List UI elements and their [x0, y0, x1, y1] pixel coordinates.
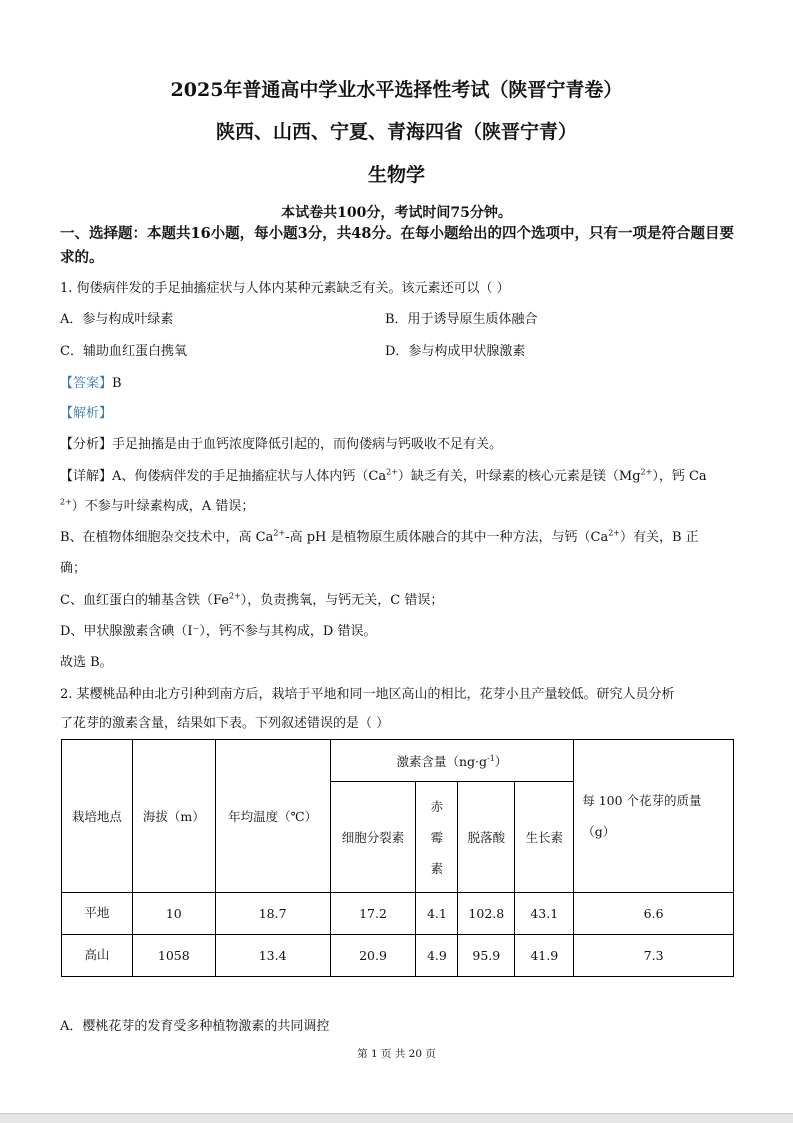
q1-option-c: C．辅助血红蛋白携氧	[60, 344, 187, 359]
q2-option-a: A．樱桃花芽的发育受多种植物激素的共同调控	[60, 1019, 330, 1034]
q1-detail-d: D、甲状腺激素含碘（I⁻），钙不参与其构成，D 错误。	[60, 624, 377, 639]
q1-option-d: D．参与构成甲状腺激素	[385, 344, 526, 359]
q1-detail-b-cont: 确；	[60, 561, 87, 576]
q2-stem-line2: 了花芽的激素含量，结果如下表。下列叙述错误的是（ ）	[60, 716, 390, 731]
answer-value: B	[112, 376, 122, 391]
header-abscisic-acid: 脱落酸	[458, 782, 515, 893]
header-cytokinin: 细胞分裂素	[330, 782, 416, 893]
q1-option-a: A．参与构成叶绿素	[60, 312, 174, 327]
section-heading: 一、选择题：本题共16小题，每小题3分，共48分。在每小题给出的四个选项中，只有一项是符合题目要求的。	[60, 225, 734, 266]
hormone-table	[61, 739, 734, 977]
header-site: 栽培地点	[62, 740, 133, 893]
subject-title: 生物学	[367, 164, 425, 186]
table-row: 平地 10 18.7 17.2 4.1 102.8 43.1 6.6	[62, 893, 734, 935]
answer-tag: 【答案】	[60, 376, 113, 391]
q2-stem-line1: 2. 某樱桃品种由北方引种到南方后，栽培于平地和同一地区高山的相比，花芽小且产量较低。研究人员分析	[60, 687, 675, 702]
header-temperature: 年均温度（℃）	[215, 740, 330, 893]
q1-fenxi: 【分析】手足抽搐是由于血钙浓度降低引起的，而佝偻病与钙吸收不足有关。	[60, 437, 503, 452]
q1-detail-a-cont: $^{2+}$）不参与叶绿素构成，A 错误；	[60, 497, 255, 514]
header-auxin: 生长素	[515, 782, 574, 893]
q1-analysis-tag: 【解析】	[60, 406, 113, 421]
q1-detail-b: B、在植物体细胞杂交技术中，高 $Ca^{2+}-$高 pH 是植物原生质体融合的其中一种方法，与钙$(Ca^{2+})$有关，B 正	[60, 528, 699, 545]
q1-conclusion: 故选 B。	[60, 655, 113, 670]
exam-title: 2025年普通高中学业水平选择性考试（陕晋宁青卷）	[170, 79, 623, 101]
exam-subtitle: 陕西、山西、宁夏、青海四省（陕晋宁青）	[215, 121, 577, 143]
q1-option-b: B．用于诱导原生质体融合	[385, 312, 538, 327]
page-number: 第 1 页 共 20 页	[357, 1048, 436, 1060]
exam-info: 本试卷共100分，考试时间75分钟。	[281, 205, 512, 221]
q1-detail-a: 【详解】A、佝偻病伴发的手足抽搐症状与人体内钙$(Ca^{2+})$缺乏有关，叶绿素的核心元素是镁$(Mg^{2+})$，钙 Ca	[60, 467, 707, 484]
table-row: 高山 1058 13.4 20.9 4.9 95.9 41.9 7.3	[62, 935, 734, 977]
header-altitude: 海拔（m）	[132, 740, 215, 893]
q1-answer	[60, 372, 122, 391]
q1-stem: 1. 佝偻病伴发的手足抽搐症状与人体内某种元素缺乏有关。该元素还可以（ ）	[60, 281, 510, 296]
q1-detail-c: C、血红蛋白的辅基含铁$(Fe^{2+})$，负责携氧，与钙无关，C 错误；	[60, 591, 444, 608]
header-gibberellin: 赤 霉 素	[416, 782, 458, 893]
header-hormone-group: 激素含量$(ng\cdot g^{-1})$	[330, 740, 574, 782]
header-bud-mass: 每 100 个花芽的质量 （g）	[574, 740, 734, 893]
